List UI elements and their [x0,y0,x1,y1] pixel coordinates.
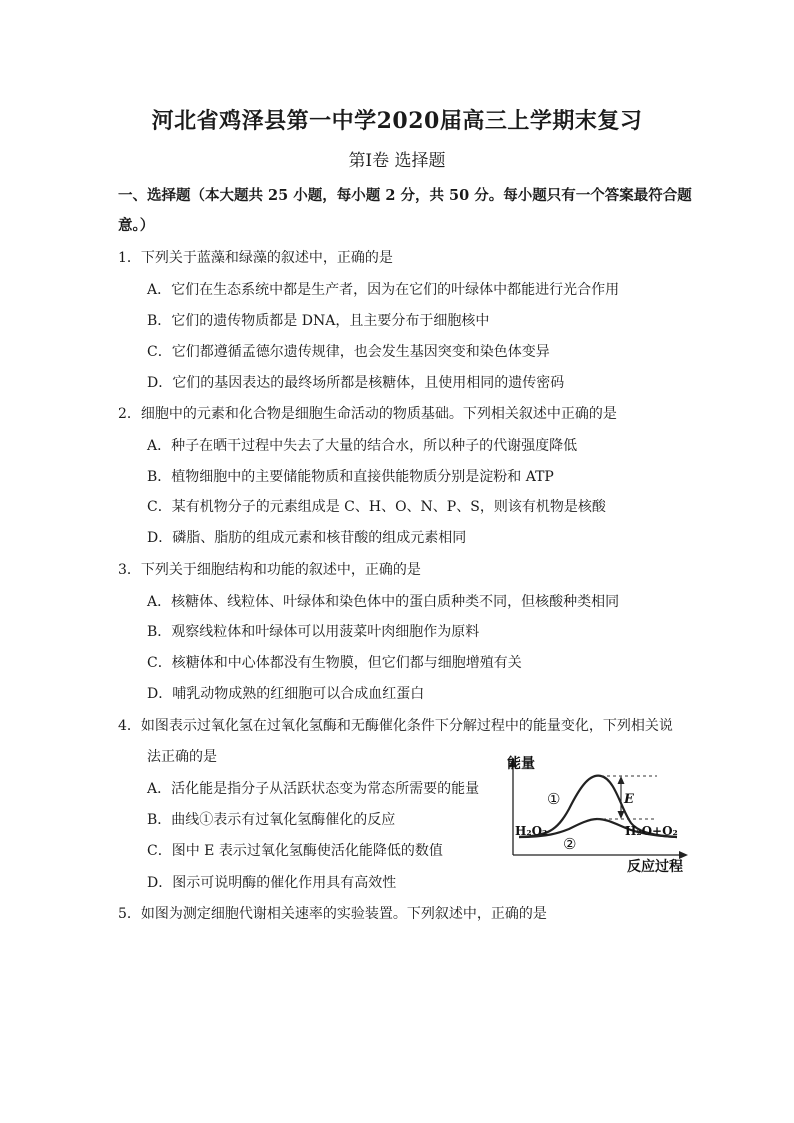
question-4-option-a: A．活化能是指分子从活跃状态变为常态所需要的能量 [147,781,480,797]
question-3-option-a: A．核糖体、线粒体、叶绿体和染色体中的蛋白质种类不同，但核酸种类相同 [147,594,620,610]
question-4-option-b: B．曲线①表示有过氧化氢酶催化的反应 [147,812,396,828]
section-subtitle: 第Ⅰ卷 选择题 [348,151,446,171]
question-1-stem: 1．下列关于蓝藻和绿藻的叙述中，正确的是 [118,250,393,266]
question-4-option-d: D．图示可说明酶的催化作用具有高效性 [147,875,397,891]
section-heading-line-2: 意。） [118,217,155,234]
question-2-option-c: C．某有机物分子的元素组成是 C、H、O、N、P、S，则该有机物是核酸 [147,499,606,515]
page-title: 河北省鸡泽县第一中学2020届高三上学期末复习 [151,108,643,134]
question-4-option-c: C．图中 E 表示过氧化氢酶使活化能降低的数值 [147,843,443,859]
question-4-stem-line-2: 法正确的是 [147,749,217,765]
energy-arrow-down [618,811,625,819]
question-2-option-d: D．磷脂、脂肪的组成元素和核苷酸的组成元素相同 [147,530,467,546]
question-4-stem-line-1: 4．如图表示过氧化氢在过氧化氢酶和无酶催化条件下分解过程中的能量变化，下列相关说 [118,718,673,734]
question-1-option-a: A．它们在生态系统中都是生产者，因为在它们的叶绿体中都能进行光合作用 [147,282,620,298]
question-3-option-c: C．核糖体和中心体都没有生物膜，但它们都与细胞增殖有关 [147,655,522,671]
energy-arrow-up [618,776,625,784]
energy-diagram-svg [507,757,689,875]
question-2-option-b: B．植物细胞中的主要储能物质和直接供能物质分别是淀粉和 ATP [147,469,554,485]
question-1-option-c: C．它们都遵循孟德尔遗传规律，也会发生基因突变和染色体变异 [147,344,550,360]
x-axis-label: 反应过程 [627,859,683,875]
curve-1-label: ① [547,790,561,808]
question-3-option-b: B．观察线粒体和叶绿体可以用菠菜叶肉细胞作为原料 [147,624,480,640]
section-heading-line-1: 一、选择题（本大题共 25 小题，每小题 2 分，共 50 分。每小题只有一个答案最符合题 [118,187,692,204]
question-5-stem: 5．如图为测定细胞代谢相关速率的实验装置。下列叙述中，正确的是 [118,906,547,922]
curve-2-label: ② [563,835,577,853]
question-2-option-a: A．种子在晒干过程中失去了大量的结合水，所以种子的代谢强度降低 [147,438,578,454]
product-label: H₂O+O₂ [625,824,678,838]
question-1-option-d: D．它们的基因表达的最终场所都是核糖体，且使用相同的遗传密码 [147,375,565,391]
x-axis-arrow [679,851,688,859]
question-2-stem: 2．细胞中的元素和化合物是细胞生命活动的物质基础。下列相关叙述中正确的是 [118,406,617,422]
question-3-option-d: D．哺乳动物成熟的红细胞可以合成血红蛋白 [147,686,425,702]
reactant-label: H₂O₂ [515,824,548,838]
energy-diagram [507,757,689,875]
question-3-stem: 3．下列关于细胞结构和功能的叙述中，正确的是 [118,562,421,578]
question-1-option-b: B．它们的遗传物质都是 DNA，且主要分布于细胞核中 [147,313,490,329]
y-axis-label: 能量 [507,756,535,772]
energy-label: E [624,792,634,807]
